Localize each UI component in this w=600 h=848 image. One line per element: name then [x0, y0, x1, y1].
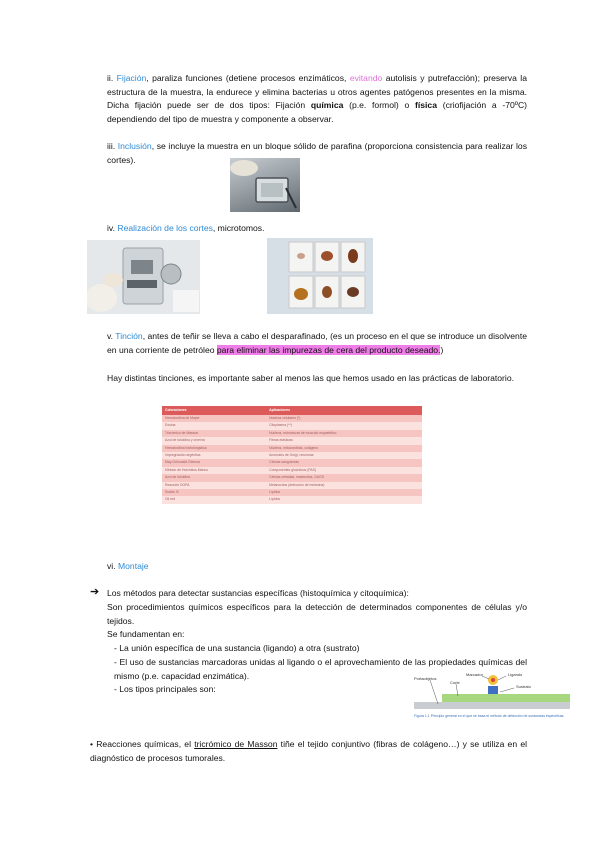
- heading-tincion: Tinción: [115, 331, 143, 341]
- table-row: Eosina Citoplasma (**): [162, 422, 422, 429]
- paragraph-cortes: iv. Realización de los cortes, microtomos.: [107, 223, 265, 233]
- figure-label-substrate: Sustrato: [516, 684, 531, 689]
- methods-basis: Se fundamentan en:: [107, 629, 185, 639]
- table-row: Método de Hotchkiss-Manus Componentes glucídicos (PAS): [162, 467, 422, 474]
- underlined-term: tricrómico de Masson: [194, 739, 278, 749]
- table-row: Tricrómico de Masson Núcleos, estructuras de músculo esquelético: [162, 430, 422, 437]
- slides-photo: [267, 238, 373, 314]
- word-evitando: evitando: [349, 73, 383, 83]
- table-row: Sudán IV Lípidos: [162, 489, 422, 496]
- item-number: iv.: [107, 223, 115, 233]
- microtome-photo: [87, 240, 200, 314]
- table-header-cell: Coloraciones: [162, 406, 266, 415]
- methods-heading: Los métodos para detectar sustancias específicas (histoquímica y citoquímica):: [107, 588, 409, 598]
- paragraph-inclusion: iii. Inclusión, se incluye la muestra en un bloque sólido de parafina (proporciona consistencia para realizar los cortes).: [107, 141, 528, 165]
- paragraph-reacciones: • Reacciones químicas, el tricrómico de Masson tiñe el tejido conjuntivo (fibras de colágeno…) y se utiliza en el diagnóstico de procesos tumorales.: [90, 739, 528, 763]
- paraffin-block-photo: [230, 158, 300, 212]
- item-number: ii.: [107, 73, 114, 83]
- paragraph-tinciones: Hay distintas tinciones, es importante saber al menos las que hemos usado en las prácticas de laboratorio.: [107, 373, 514, 383]
- table-row: Reacción DOPA Melanocitos (detección de melanina): [162, 482, 422, 489]
- heading-fijacion: Fijación: [116, 73, 147, 83]
- methods-paragraph: Son procedimientos químicos específicos para la detección de determinados componentes de células y/o tejidos.: [107, 602, 527, 626]
- table-row: Hematoxilina fosfotúngstica Núcleos, mitocondrias, colágeno: [162, 445, 422, 452]
- figure-label-slide: Portaobjetos: [414, 676, 437, 681]
- table-header-row: [162, 406, 422, 415]
- paragraph-tincion: v. Tinción, antes de teñir se lleva a cabo el desparafinado, (es un proceso en el que se introduce un disolvente en una corriente de petróleo para eliminar las impurezas de cera del producto deseado.): [107, 331, 527, 355]
- table-row: May-Grünwald-Giemsa Células sanguíneas: [162, 459, 422, 466]
- detection-figure: [414, 670, 574, 726]
- figure-label-marker: Marcador: [466, 672, 483, 677]
- bullet-icon: •: [90, 739, 94, 749]
- detection-diagram: [414, 670, 574, 714]
- paraffin-block-illustration: [230, 158, 300, 212]
- methods-bullet: - La unión específica de una sustancia (ligando) a otra (sustrato): [114, 643, 360, 653]
- item-number: v.: [107, 331, 114, 341]
- paragraph-fijacion: ii. Fijación, paraliza funciones (detiene procesos enzimáticos, evitando autolisis y putrefacción); preserva la estructura de la muestra, la endurece y elimina bacterias u otros agentes patógenos presentes en la misma. Dicha fijación puede ser de dos tipos: Fijación química (p.e. formol) o física (criofijación a -70ºC) dependiendo del tipo de muestra y componente a observar.: [107, 73, 528, 124]
- table-row: Impregnación argéntica Acúmulos de Golgi, neuronas: [162, 452, 422, 459]
- table-row: Azul de toluidina y orceína Fibras elásticas: [162, 437, 422, 444]
- arrow-bullet-icon: ➔: [90, 586, 100, 598]
- highlighted-text: para eliminar las impurezas de cera del producto deseado.: [216, 344, 441, 355]
- table-row: Hematoxilina de Mayer Núcleos celulares (*): [162, 415, 422, 422]
- table-header-cell: Aplicaciones: [266, 406, 422, 415]
- methods-bullet: - El uso de sustancias marcadoras unidas al ligando o el aprovechamiento de las propiedades químicas del mismo (p.e. capacidad enzimática).: [114, 657, 527, 681]
- table-row: Azul de toluidina Células cebadas, mastocitos, GAGS: [162, 474, 422, 481]
- heading-montaje: Montaje: [117, 561, 149, 571]
- methods-bullet: - Los tipos principales son:: [114, 684, 216, 694]
- slides-illustration: [267, 238, 373, 314]
- heading-inclusion: Inclusión: [117, 141, 152, 151]
- figure-label-cut: Corte: [450, 680, 460, 685]
- figure-caption: Figura 1.1 Principio general en el que se basa el método de detección de sustancias específicas.: [414, 714, 565, 718]
- item-number: vi.: [107, 561, 116, 571]
- heading-cortes: Realización de los cortes: [117, 223, 213, 233]
- table-row: Oil red Lípidos: [162, 496, 422, 503]
- stains-table: [162, 406, 422, 504]
- item-number: iii.: [107, 141, 116, 151]
- microtome-illustration: [87, 240, 200, 314]
- figure-label-ligand: Ligando: [508, 672, 523, 677]
- paragraph-montaje: [107, 560, 527, 574]
